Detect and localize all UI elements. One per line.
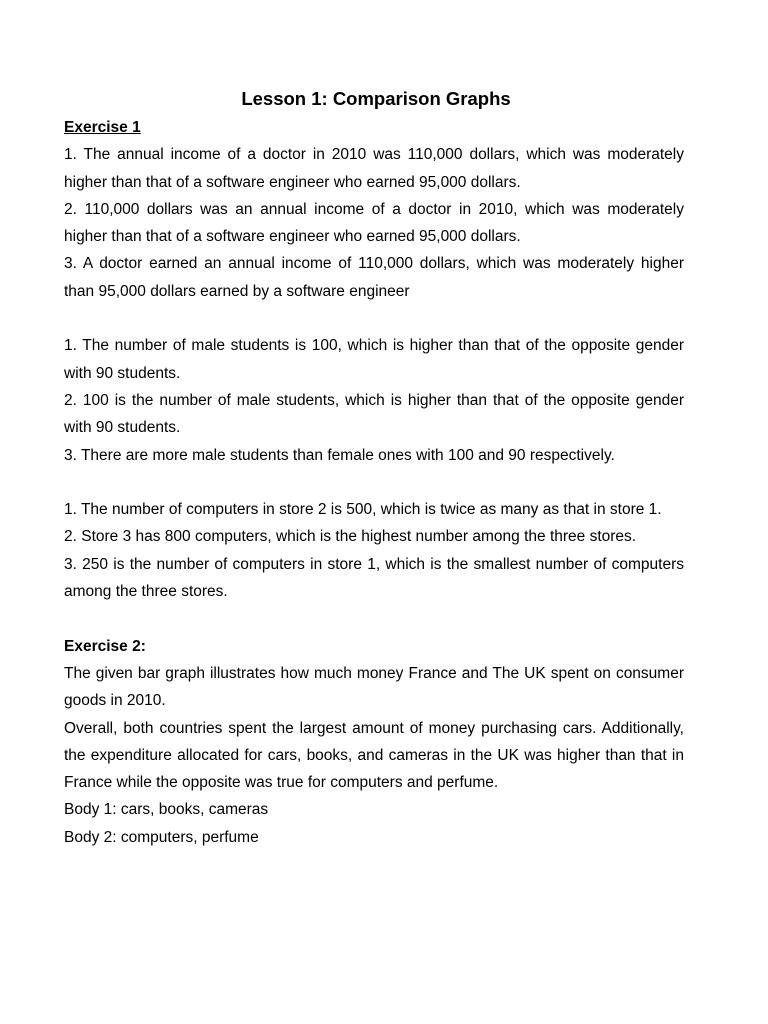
exercise-2-heading: Exercise 2:: [64, 637, 146, 655]
exercise-2-body-1: Body 1: cars, books, cameras: [64, 801, 269, 819]
income-sentence-1: 1. The annual income of a doctor in 2010 was 110,000 dollars, which was moderately higher than that of a software engineer who earned 95,000 dollars.: [64, 146, 684, 191]
students-sentence-3: 3. There are more male students than female ones with 100 and 90 respectively.: [64, 446, 615, 464]
students-sentence-1: 1. The number of male students is 100, which is higher than that of the opposite gender with 90 students.: [64, 337, 684, 382]
page-title: Lesson 1: Comparison Graphs: [241, 88, 511, 109]
computers-sentence-3: 3. 250 is the number of computers in store 1, which is the smallest number of computers among the three stores.: [64, 555, 684, 601]
students-sentence-2: 2. 100 is the number of male students, which is higher than that of the opposite gender with 90 students.: [64, 391, 684, 437]
document-page: [64, 84, 684, 851]
exercise-2-overview: Overall, both countries spent the largest amount of money purchasing cars. Additionally, the expenditure allocated for cars, books, and cameras in the UK was higher than that in France while the opposite was true for computers and perfume.: [64, 719, 684, 792]
spacer: [64, 605, 684, 632]
income-sentence-2: 2. 110,000 dollars was an annual income of a doctor in 2010, which was moderately higher than that of a software engineer who earned 95,000 dollars.: [64, 200, 684, 246]
spacer: [64, 469, 684, 496]
exercise-2-body-2: Body 2: computers, perfume: [64, 828, 259, 846]
exercise-2-intro: The given bar graph illustrates how much money France and The UK spent on consumer goods in 2010.: [64, 664, 684, 710]
spacer: [64, 305, 684, 332]
computers-sentence-2: 2. Store 3 has 800 computers, which is the highest number among the three stores.: [64, 528, 637, 546]
income-sentence-3: 3. A doctor earned an annual income of 110,000 dollars, which was moderately higher than 95,000 dollars earned by a software engineer: [64, 255, 684, 300]
computers-sentence-1: 1. The number of computers in store 2 is 500, which is twice as many as that in store 1.: [64, 501, 662, 519]
exercise-1-heading: Exercise 1: [64, 119, 141, 136]
